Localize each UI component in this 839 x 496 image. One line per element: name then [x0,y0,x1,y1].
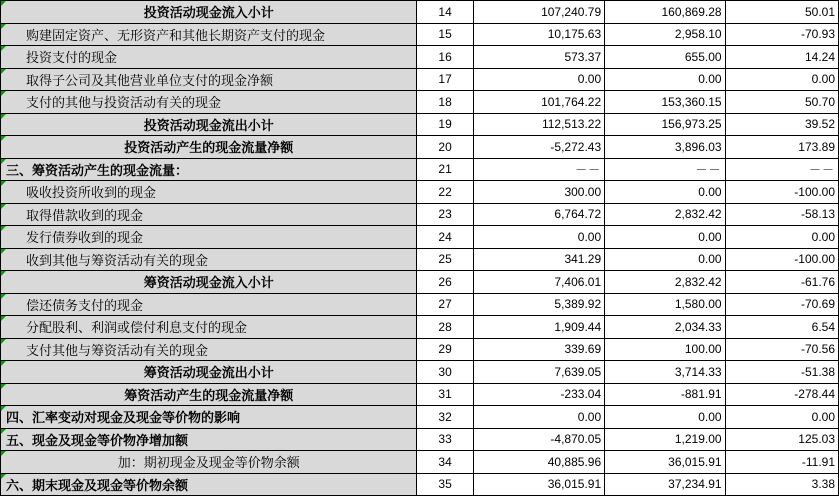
row-number-cell[interactable]: 32 [417,406,473,429]
row-number-cell[interactable]: 35 [417,473,473,496]
value-cell-1[interactable]: 36,015.91 [473,473,604,496]
table-row [1,68,839,91]
value-cell-2[interactable]: 0.00 [605,248,725,271]
row-label-cell[interactable] [1,316,417,339]
row-label-cell[interactable] [1,248,417,271]
cell-error-marker-icon [1,204,6,209]
row-number-cell[interactable]: 24 [417,226,473,249]
value-cell-3[interactable]: -100.00 [725,248,838,271]
cell-error-marker-icon [1,361,6,366]
value-cell-1[interactable]: -5,272.43 [473,136,604,159]
row-label-text: 取得借款收到的现金 [26,207,144,223]
value-cell-1[interactable]: 339.69 [473,338,604,361]
value-cell-1[interactable]: 6,764.72 [473,203,604,226]
value-cell-1[interactable]: 5,389.92 [473,293,604,316]
row-label-text: 偿还债务支付的现金 [26,297,144,313]
value-cell-1[interactable]: 112,513.22 [473,113,604,136]
row-number-cell[interactable]: 25 [417,248,473,271]
value-cell-3[interactable]: -278.44 [725,383,838,406]
value-cell-3[interactable]: 173.89 [725,136,838,159]
row-label-text: 投资支付的现金 [26,50,118,66]
value-cell-3[interactable]: -100.00 [725,181,838,204]
row-label-text: 投资活动现金流出小计 [143,117,274,133]
row-label-cell[interactable] [1,361,417,384]
table-row [1,316,839,339]
cell-error-marker-icon [1,1,6,6]
row-number-cell[interactable]: 27 [417,293,473,316]
row-number-cell[interactable]: 28 [417,316,473,339]
value-cell-3[interactable]: 6.54 [725,316,838,339]
row-label-text: 取得子公司及其他营业单位支付的现金净额 [26,72,274,88]
value-cell-2[interactable]: 0.00 [605,406,725,429]
value-cell-2[interactable]: 1,219.00 [605,428,725,451]
row-label-text: 收到其他与筹资活动有关的现金 [26,252,209,268]
cell-error-marker-icon [1,406,6,411]
row-number-cell[interactable]: 18 [417,91,473,114]
value-cell-1[interactable]: -4,870.05 [473,428,604,451]
row-label-cell[interactable] [1,68,417,91]
row-label-text: 投资活动现金流入小计 [143,5,274,21]
value-cell-2[interactable]: 2,958.10 [605,23,725,46]
cell-error-marker-icon [1,271,6,276]
row-number-cell[interactable]: 17 [417,68,473,91]
value-cell-2[interactable]: -881.91 [605,383,725,406]
row-label-text: 分配股利、利润或偿付利息支付的现金 [26,320,248,336]
value-cell-2[interactable]: 1,580.00 [605,293,725,316]
row-number-cell[interactable]: 31 [417,383,473,406]
value-cell-1[interactable]: 0.00 [473,406,604,429]
row-number-cell[interactable]: 21 [417,158,473,181]
cell-error-marker-icon [1,181,6,186]
value-cell-1[interactable]: 0.00 [473,226,604,249]
row-label-cell[interactable] [1,271,417,294]
value-cell-1[interactable]: 573.37 [473,46,604,69]
cell-error-marker-icon [1,46,6,51]
row-label-text: 三、筹资活动产生的现金流量： [6,162,189,178]
row-label-text: 六、期末现金及现金等价物余额 [6,477,189,493]
value-cell-2[interactable]: 0.00 [605,181,725,204]
value-cell-3[interactable]: -61.76 [725,271,838,294]
cell-error-marker-icon [1,294,6,299]
cell-error-marker-icon [1,136,6,141]
value-cell-3[interactable]: 39.52 [725,113,838,136]
row-label-cell[interactable] [1,181,417,204]
row-number-cell[interactable]: 20 [417,136,473,159]
cell-error-marker-icon [1,384,6,389]
value-cell-3[interactable]: -70.69 [725,293,838,316]
row-number-cell[interactable]: 30 [417,361,473,384]
row-label-text: 支付其他与筹资活动有关的现金 [26,342,209,358]
row-number-cell[interactable]: 34 [417,451,473,474]
table-row [1,338,839,361]
table-row [1,428,839,451]
value-cell-3[interactable]: -51.38 [725,361,838,384]
row-label-cell[interactable] [1,226,417,249]
value-cell-2[interactable]: 655.00 [605,46,725,69]
row-label-text: 四、汇率变动对现金及现金等价物的影响 [6,410,241,426]
value-cell-3[interactable]: 50.70 [725,91,838,114]
row-label-cell[interactable] [1,23,417,46]
value-cell-1[interactable]: －－ [473,158,604,181]
table-row [1,46,839,69]
table-row [1,406,839,429]
value-cell-1[interactable]: 0.00 [473,68,604,91]
value-cell-2[interactable]: 0.00 [605,226,725,249]
value-cell-1[interactable]: 40,885.96 [473,451,604,474]
row-number-cell[interactable]: 15 [417,23,473,46]
value-cell-2[interactable]: 100.00 [605,338,725,361]
cell-error-marker-icon [1,451,6,456]
value-cell-1[interactable]: 341.29 [473,248,604,271]
row-label-text: 筹资活动现金流出小计 [143,365,274,381]
row-number-cell[interactable]: 14 [417,1,473,24]
row-label-cell[interactable] [1,473,417,496]
value-cell-3[interactable]: -70.93 [725,23,838,46]
value-cell-3[interactable]: 125.03 [725,428,838,451]
row-label-text: 吸收投资所收到的现金 [26,185,157,201]
value-cell-1[interactable]: 7,639.05 [473,361,604,384]
cell-error-marker-icon [1,114,6,119]
value-cell-1[interactable]: 107,240.79 [473,1,604,24]
row-label-text: 购建固定资产、无形资产和其他长期资产支付的现金 [26,27,326,43]
value-cell-3[interactable]: 0.00 [725,406,838,429]
value-cell-3[interactable]: -11.91 [725,451,838,474]
value-cell-1[interactable]: 300.00 [473,181,604,204]
value-cell-1[interactable]: 101,764.22 [473,91,604,114]
value-cell-2[interactable]: 153,360.15 [605,91,725,114]
table-row [1,473,839,496]
row-label-text: 筹资活动产生的现金流量净额 [124,387,294,403]
row-label-cell[interactable] [1,428,417,451]
row-label-cell[interactable] [1,113,417,136]
value-cell-3[interactable]: 14.24 [725,46,838,69]
cell-error-marker-icon [1,159,6,164]
value-cell-3[interactable]: 50.01 [725,1,838,24]
row-label-cell[interactable] [1,136,417,159]
value-cell-2[interactable]: 0.00 [605,68,725,91]
row-label-cell[interactable] [1,91,417,114]
value-cell-3[interactable]: －－ [725,158,838,181]
row-label-cell[interactable] [1,451,417,474]
row-label-cell[interactable] [1,406,417,429]
row-label-cell[interactable] [1,158,417,181]
table-row [1,113,839,136]
row-number-cell[interactable]: 16 [417,46,473,69]
table-row [1,136,839,159]
row-label-text: 五、现金及现金等价物净增加额 [6,432,189,448]
value-cell-1[interactable]: 7,406.01 [473,271,604,294]
row-label-text: 投资活动产生的现金流量净额 [124,140,294,156]
table-row [1,226,839,249]
value-cell-3[interactable]: -70.56 [725,338,838,361]
cell-error-marker-icon [1,316,6,321]
row-number-cell[interactable]: 26 [417,271,473,294]
row-label-text: 支付的其他与投资活动有关的现金 [26,95,222,111]
value-cell-2[interactable]: 2,832.42 [605,203,725,226]
value-cell-2[interactable]: 3,896.03 [605,136,725,159]
value-cell-2[interactable]: －－ [605,158,725,181]
row-number-cell[interactable]: 19 [417,113,473,136]
cell-error-marker-icon [1,24,6,29]
cell-error-marker-icon [1,249,6,254]
table-row [1,293,839,316]
cell-error-marker-icon [1,339,6,344]
value-cell-2[interactable]: 36,015.91 [605,451,725,474]
cell-error-marker-icon [1,91,6,96]
row-label-cell[interactable] [1,203,417,226]
value-cell-3[interactable]: -58.13 [725,203,838,226]
row-label-text: 加：期初现金及现金等价物余额 [117,455,300,471]
value-cell-2[interactable]: 2,034.33 [605,316,725,339]
table-row [1,451,839,474]
value-cell-1[interactable]: 10,175.63 [473,23,604,46]
cell-error-marker-icon [1,474,6,479]
table-row [1,383,839,406]
value-cell-3[interactable]: 0.00 [725,226,838,249]
row-label-text: 筹资活动现金流入小计 [143,275,274,291]
cell-error-marker-icon [1,226,6,231]
row-label-cell[interactable] [1,1,417,24]
value-cell-3[interactable]: 3.38 [725,473,838,496]
value-cell-2[interactable]: 37,234.91 [605,473,725,496]
cell-error-marker-icon [1,429,6,434]
table-row [1,91,839,114]
value-cell-1[interactable]: -233.04 [473,383,604,406]
value-cell-1[interactable]: 1,909.44 [473,316,604,339]
row-number-cell[interactable]: 33 [417,428,473,451]
table-row [1,248,839,271]
table-row [1,23,839,46]
row-label-cell[interactable] [1,338,417,361]
table-row [1,203,839,226]
value-cell-2[interactable]: 160,869.28 [605,1,725,24]
table-row [1,158,839,181]
value-cell-2[interactable]: 2,832.42 [605,271,725,294]
value-cell-2[interactable]: 156,973.25 [605,113,725,136]
row-number-cell[interactable]: 23 [417,203,473,226]
row-number-cell[interactable]: 29 [417,338,473,361]
table-row [1,361,839,384]
table-row [1,181,839,204]
row-label-cell[interactable] [1,46,417,69]
row-label-text: 发行债券收到的现金 [26,230,144,246]
row-number-cell[interactable]: 22 [417,181,473,204]
table-row [1,1,839,24]
table-row [1,271,839,294]
value-cell-2[interactable]: 3,714.33 [605,361,725,384]
row-label-cell[interactable] [1,383,417,406]
cell-error-marker-icon [1,69,6,74]
value-cell-3[interactable]: 0.00 [725,68,838,91]
row-label-cell[interactable] [1,293,417,316]
